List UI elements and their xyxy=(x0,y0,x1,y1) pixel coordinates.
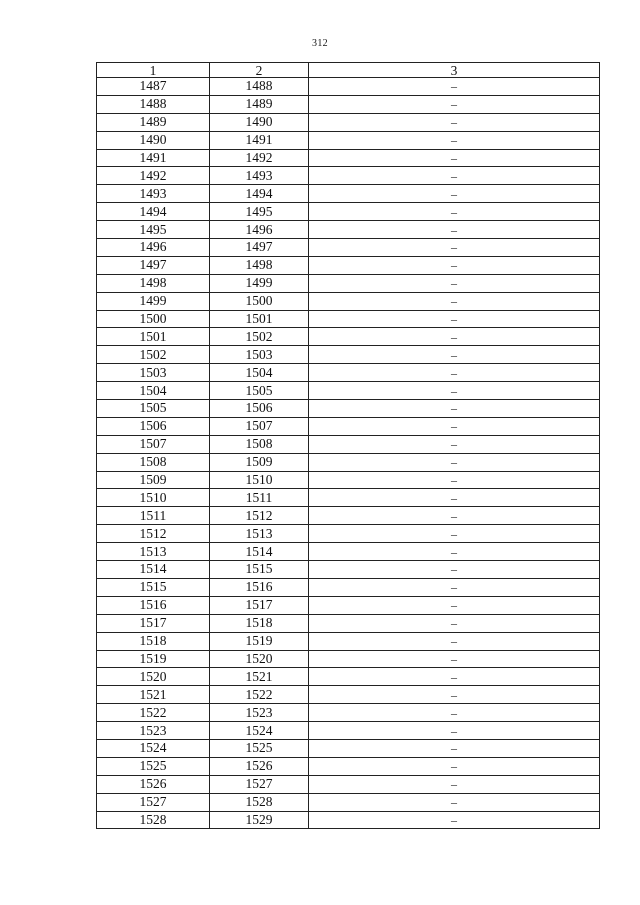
table-cell-col3: – xyxy=(309,668,600,686)
table-row xyxy=(97,78,600,96)
table-cell-col2: 1506 xyxy=(210,400,309,418)
table-cell-col2: 1496 xyxy=(210,221,309,239)
table-cell-col3: – xyxy=(309,364,600,382)
table-row xyxy=(97,274,600,292)
table-cell-col2: 1516 xyxy=(210,578,309,596)
table-row xyxy=(97,632,600,650)
table-cell-col3: – xyxy=(309,793,600,811)
table-cell-col2: 1517 xyxy=(210,596,309,614)
table-cell-col1: 1491 xyxy=(97,149,210,167)
column-header-3: 3 xyxy=(309,63,600,78)
table-cell-col1: 1487 xyxy=(97,78,210,96)
header-row xyxy=(97,63,600,78)
table-cell-col1: 1523 xyxy=(97,722,210,740)
table-cell-col1: 1509 xyxy=(97,471,210,489)
table-header xyxy=(97,63,600,78)
table-row xyxy=(97,113,600,131)
table-row xyxy=(97,292,600,310)
table-row xyxy=(97,310,600,328)
table-cell-col1: 1519 xyxy=(97,650,210,668)
table-cell-col2: 1527 xyxy=(210,775,309,793)
table-cell-col2: 1492 xyxy=(210,149,309,167)
table-cell-col3: – xyxy=(309,203,600,221)
table-row xyxy=(97,417,600,435)
table-cell-col1: 1506 xyxy=(97,417,210,435)
table-row xyxy=(97,167,600,185)
table-cell-col1: 1526 xyxy=(97,775,210,793)
table-cell-col1: 1501 xyxy=(97,328,210,346)
table-row xyxy=(97,95,600,113)
table-cell-col3: – xyxy=(309,722,600,740)
table-cell-col1: 1528 xyxy=(97,811,210,829)
table-cell-col2: 1497 xyxy=(210,239,309,257)
table-cell-col3: – xyxy=(309,310,600,328)
table-cell-col3: – xyxy=(309,221,600,239)
table-cell-col2: 1488 xyxy=(210,78,309,96)
table-cell-col2: 1505 xyxy=(210,382,309,400)
table-row xyxy=(97,704,600,722)
table-cell-col1: 1503 xyxy=(97,364,210,382)
table-row xyxy=(97,203,600,221)
table-cell-col2: 1493 xyxy=(210,167,309,185)
table-row xyxy=(97,489,600,507)
table-cell-col1: 1515 xyxy=(97,578,210,596)
table-cell-col1: 1524 xyxy=(97,739,210,757)
table-cell-col3: – xyxy=(309,435,600,453)
table-row xyxy=(97,471,600,489)
table-row xyxy=(97,596,600,614)
table-cell-col2: 1512 xyxy=(210,507,309,525)
table-cell-col2: 1507 xyxy=(210,417,309,435)
table-cell-col1: 1499 xyxy=(97,292,210,310)
table-cell-col1: 1527 xyxy=(97,793,210,811)
table-row xyxy=(97,543,600,561)
table-row xyxy=(97,793,600,811)
table-cell-col3: – xyxy=(309,811,600,829)
table-cell-col3: – xyxy=(309,561,600,579)
table-cell-col1: 1496 xyxy=(97,239,210,257)
table-cell-col2: 1491 xyxy=(210,131,309,149)
table-cell-col2: 1522 xyxy=(210,686,309,704)
table-row xyxy=(97,739,600,757)
table-cell-col2: 1524 xyxy=(210,722,309,740)
table-cell-col2: 1520 xyxy=(210,650,309,668)
table-cell-col3: – xyxy=(309,757,600,775)
table-cell-col3: – xyxy=(309,650,600,668)
table-row xyxy=(97,578,600,596)
table-cell-col3: – xyxy=(309,417,600,435)
table-row xyxy=(97,811,600,829)
table-row xyxy=(97,131,600,149)
table-row xyxy=(97,686,600,704)
table-cell-col3: – xyxy=(309,328,600,346)
table-cell-col1: 1518 xyxy=(97,632,210,650)
table-cell-col1: 1489 xyxy=(97,113,210,131)
table-cell-col2: 1515 xyxy=(210,561,309,579)
table-row xyxy=(97,400,600,418)
table-row xyxy=(97,328,600,346)
table-cell-col2: 1490 xyxy=(210,113,309,131)
table-row xyxy=(97,364,600,382)
table-row xyxy=(97,382,600,400)
table-cell-col3: – xyxy=(309,256,600,274)
table-cell-col2: 1521 xyxy=(210,668,309,686)
table-cell-col1: 1521 xyxy=(97,686,210,704)
table-cell-col3: – xyxy=(309,775,600,793)
table-cell-col1: 1488 xyxy=(97,95,210,113)
table-cell-col3: – xyxy=(309,78,600,96)
table-body xyxy=(97,78,600,829)
column-header-1: 1 xyxy=(97,63,210,78)
table-cell-col1: 1494 xyxy=(97,203,210,221)
table-cell-col3: – xyxy=(309,686,600,704)
table-cell-col1: 1490 xyxy=(97,131,210,149)
table-cell-col2: 1498 xyxy=(210,256,309,274)
table-cell-col1: 1498 xyxy=(97,274,210,292)
table-cell-col1: 1522 xyxy=(97,704,210,722)
table-row xyxy=(97,722,600,740)
table-cell-col1: 1513 xyxy=(97,543,210,561)
table-cell-col2: 1504 xyxy=(210,364,309,382)
table-cell-col1: 1505 xyxy=(97,400,210,418)
table-cell-col3: – xyxy=(309,632,600,650)
table-cell-col1: 1516 xyxy=(97,596,210,614)
page-number: 312 xyxy=(312,38,328,49)
table-row xyxy=(97,346,600,364)
table-cell-col2: 1494 xyxy=(210,185,309,203)
table-row xyxy=(97,185,600,203)
table-cell-col1: 1514 xyxy=(97,561,210,579)
table-cell-col3: – xyxy=(309,578,600,596)
table-cell-col3: – xyxy=(309,95,600,113)
table-cell-col2: 1510 xyxy=(210,471,309,489)
table-cell-col3: – xyxy=(309,113,600,131)
table-row xyxy=(97,239,600,257)
table-cell-col2: 1503 xyxy=(210,346,309,364)
table-cell-col2: 1513 xyxy=(210,525,309,543)
table-cell-col2: 1511 xyxy=(210,489,309,507)
table-cell-col2: 1508 xyxy=(210,435,309,453)
table-cell-col1: 1502 xyxy=(97,346,210,364)
table-cell-col3: – xyxy=(309,453,600,471)
table-cell-col3: – xyxy=(309,185,600,203)
table-row xyxy=(97,525,600,543)
table-cell-col1: 1510 xyxy=(97,489,210,507)
table-cell-col3: – xyxy=(309,507,600,525)
table-cell-col3: – xyxy=(309,489,600,507)
table-cell-col2: 1529 xyxy=(210,811,309,829)
table-cell-col3: – xyxy=(309,596,600,614)
table-cell-col3: – xyxy=(309,292,600,310)
table-cell-col2: 1502 xyxy=(210,328,309,346)
table-cell-col2: 1495 xyxy=(210,203,309,221)
table-cell-col2: 1523 xyxy=(210,704,309,722)
table-cell-col3: – xyxy=(309,346,600,364)
table-cell-col3: – xyxy=(309,704,600,722)
table-cell-col2: 1518 xyxy=(210,614,309,632)
table-cell-col1: 1493 xyxy=(97,185,210,203)
table-cell-col1: 1511 xyxy=(97,507,210,525)
table-row xyxy=(97,650,600,668)
table-cell-col3: – xyxy=(309,167,600,185)
table-cell-col2: 1509 xyxy=(210,453,309,471)
table-cell-col3: – xyxy=(309,471,600,489)
table-cell-col1: 1520 xyxy=(97,668,210,686)
table-cell-col2: 1525 xyxy=(210,739,309,757)
table-cell-col3: – xyxy=(309,400,600,418)
table-row xyxy=(97,775,600,793)
table-cell-col2: 1499 xyxy=(210,274,309,292)
table-cell-col1: 1497 xyxy=(97,256,210,274)
table-row xyxy=(97,221,600,239)
table-cell-col2: 1528 xyxy=(210,793,309,811)
table-cell-col1: 1492 xyxy=(97,167,210,185)
column-header-2: 2 xyxy=(210,63,309,78)
table-cell-col1: 1495 xyxy=(97,221,210,239)
table-cell-col3: – xyxy=(309,274,600,292)
table-cell-col3: – xyxy=(309,382,600,400)
table-cell-col3: – xyxy=(309,739,600,757)
table-cell-col3: – xyxy=(309,614,600,632)
table-cell-col3: – xyxy=(309,543,600,561)
table-row xyxy=(97,614,600,632)
data-table xyxy=(96,62,600,829)
table-cell-col3: – xyxy=(309,525,600,543)
table-cell-col1: 1507 xyxy=(97,435,210,453)
table-cell-col1: 1500 xyxy=(97,310,210,328)
table-cell-col2: 1519 xyxy=(210,632,309,650)
table-row xyxy=(97,561,600,579)
table-cell-col1: 1512 xyxy=(97,525,210,543)
table-row xyxy=(97,435,600,453)
table-cell-col1: 1508 xyxy=(97,453,210,471)
table-cell-col3: – xyxy=(309,131,600,149)
table-row xyxy=(97,453,600,471)
table-row xyxy=(97,507,600,525)
table-cell-col2: 1501 xyxy=(210,310,309,328)
table-row xyxy=(97,256,600,274)
table-cell-col2: 1526 xyxy=(210,757,309,775)
table-row xyxy=(97,149,600,167)
table-row xyxy=(97,668,600,686)
table-cell-col3: – xyxy=(309,149,600,167)
table-cell-col3: – xyxy=(309,239,600,257)
table-cell-col2: 1514 xyxy=(210,543,309,561)
table-cell-col1: 1517 xyxy=(97,614,210,632)
table-cell-col2: 1489 xyxy=(210,95,309,113)
table-row xyxy=(97,757,600,775)
table-cell-col2: 1500 xyxy=(210,292,309,310)
table-cell-col1: 1504 xyxy=(97,382,210,400)
table-cell-col1: 1525 xyxy=(97,757,210,775)
